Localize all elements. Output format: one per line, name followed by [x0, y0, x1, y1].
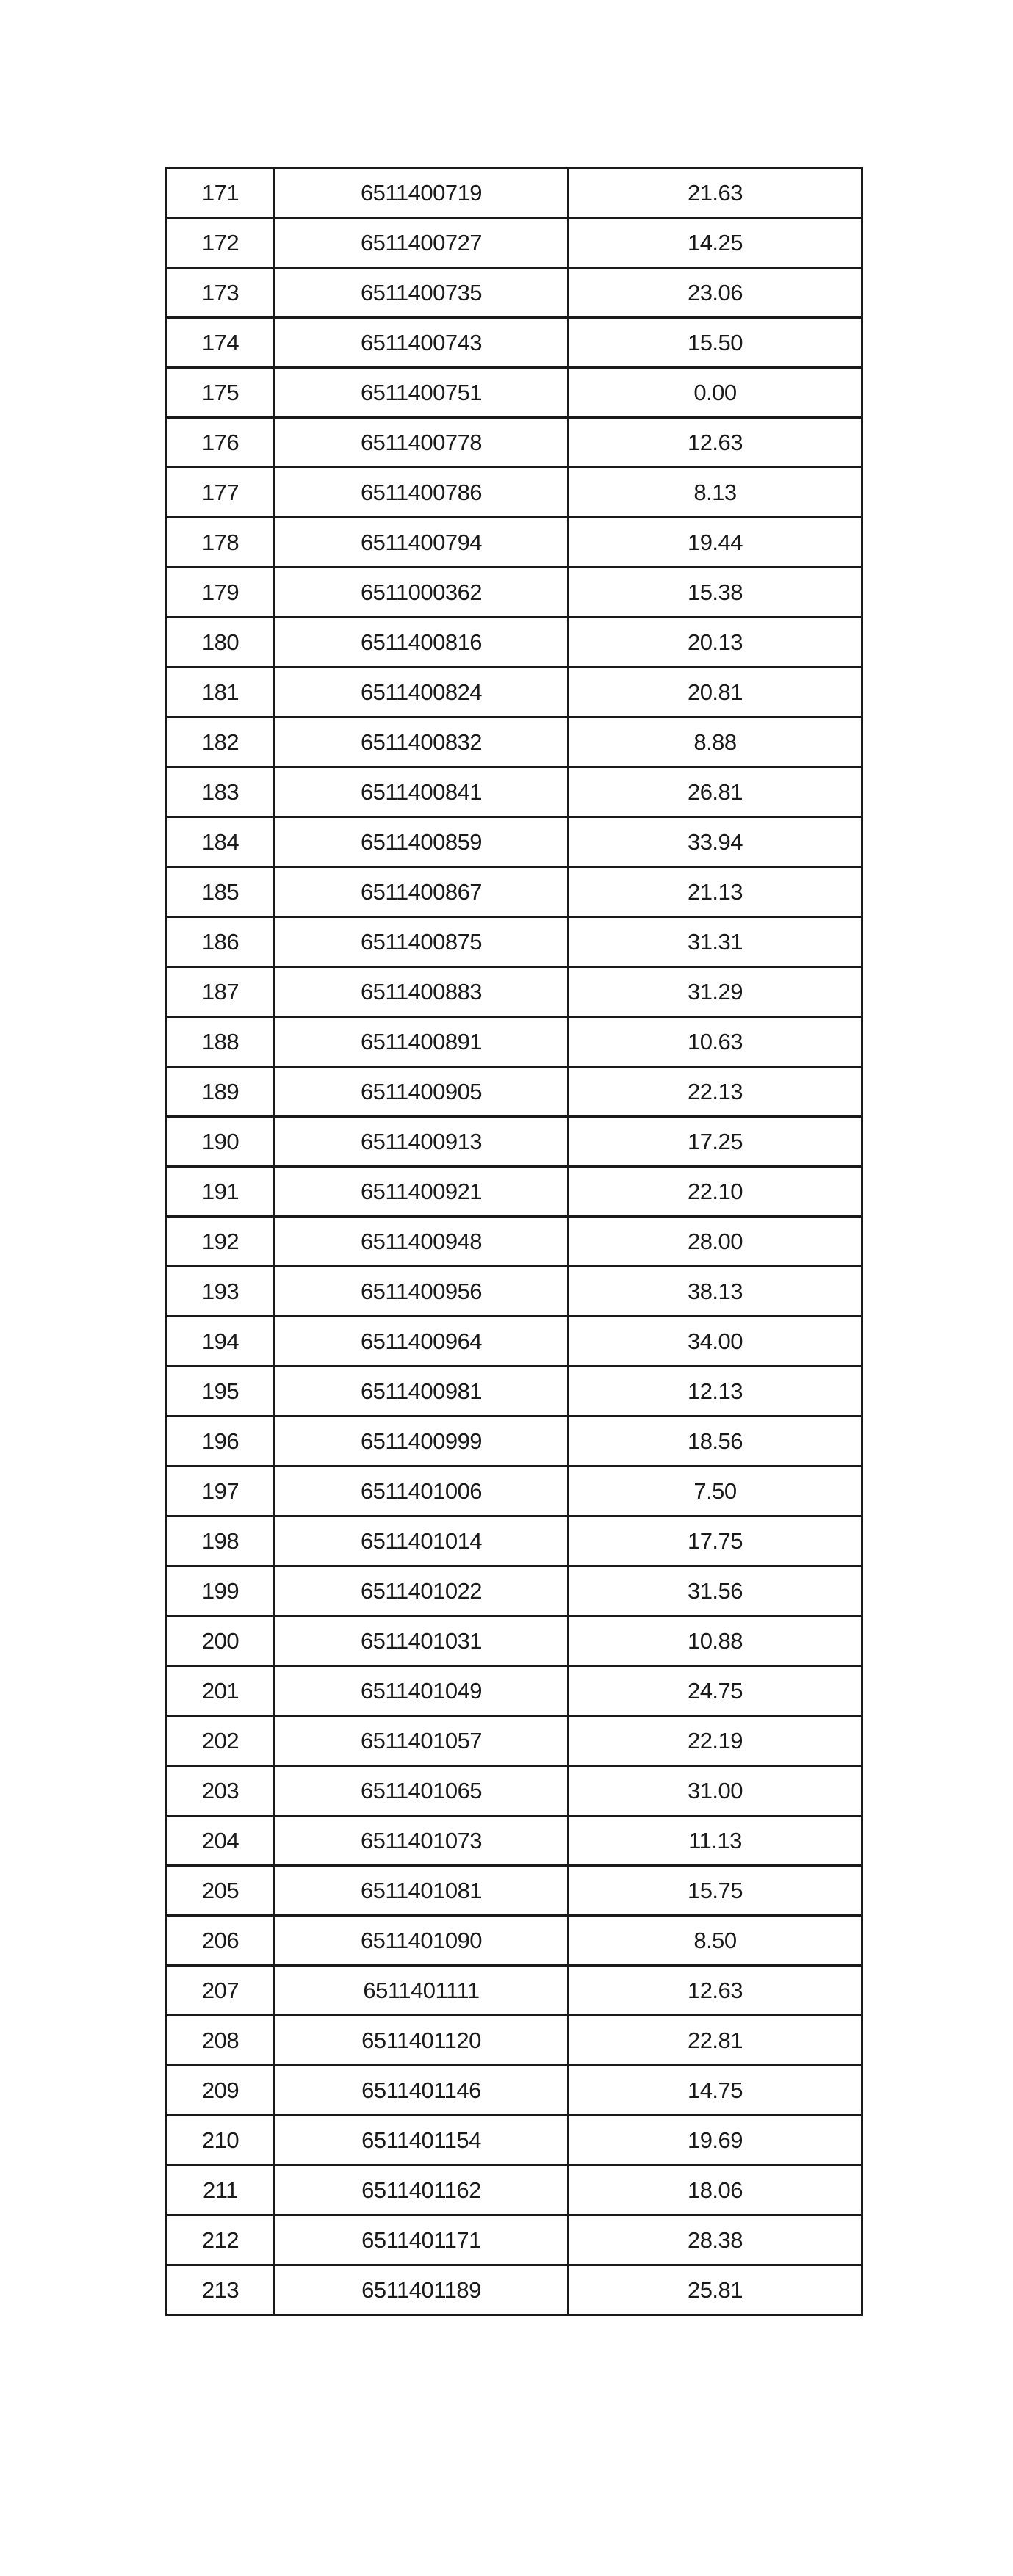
- student-id-cell: 6511400921: [275, 1167, 569, 1217]
- row-number-cell: 196: [167, 1417, 275, 1466]
- student-id-cell: 6511400786: [275, 468, 569, 518]
- student-id-cell: 6511400743: [275, 318, 569, 368]
- table-row: [167, 1317, 862, 1367]
- student-id-cell: 6511400735: [275, 268, 569, 318]
- row-number-cell: 200: [167, 1616, 275, 1666]
- row-number-cell: 203: [167, 1766, 275, 1816]
- row-number-cell: 201: [167, 1666, 275, 1716]
- table-row: [167, 1367, 862, 1417]
- score-cell: 31.00: [569, 1766, 862, 1816]
- table-row: [167, 2166, 862, 2215]
- score-table: [165, 167, 863, 2316]
- table-row: [167, 468, 862, 518]
- score-cell: 17.25: [569, 1117, 862, 1167]
- table-row: [167, 1966, 862, 2016]
- table-row: [167, 168, 862, 218]
- table-row: [167, 1017, 862, 1067]
- student-id-cell: 6511401111: [275, 1966, 569, 2016]
- score-cell: 11.13: [569, 1816, 862, 1866]
- student-id-cell: 6511400816: [275, 618, 569, 667]
- score-cell: 34.00: [569, 1317, 862, 1367]
- row-number-cell: 184: [167, 817, 275, 867]
- row-number-cell: 189: [167, 1067, 275, 1117]
- score-cell: 15.75: [569, 1866, 862, 1916]
- row-number-cell: 187: [167, 967, 275, 1017]
- row-number-cell: 193: [167, 1267, 275, 1317]
- table-row: [167, 1217, 862, 1267]
- score-cell: 33.94: [569, 817, 862, 867]
- table-row: [167, 1117, 862, 1167]
- score-cell: 14.75: [569, 2066, 862, 2116]
- score-cell: 22.13: [569, 1067, 862, 1117]
- row-number-cell: 178: [167, 518, 275, 568]
- student-id-cell: 6511401154: [275, 2116, 569, 2166]
- table-row: [167, 518, 862, 568]
- student-id-cell: 6511401065: [275, 1766, 569, 1816]
- student-id-cell: 6511400841: [275, 767, 569, 817]
- score-cell: 17.75: [569, 1516, 862, 1566]
- student-id-cell: 6511401162: [275, 2166, 569, 2215]
- student-id-cell: 6511401171: [275, 2215, 569, 2265]
- student-id-cell: 6511400867: [275, 867, 569, 917]
- score-cell: 28.00: [569, 1217, 862, 1267]
- row-number-cell: 213: [167, 2265, 275, 2315]
- student-id-cell: 6511400719: [275, 168, 569, 218]
- score-cell: 8.13: [569, 468, 862, 518]
- table-row: [167, 318, 862, 368]
- row-number-cell: 208: [167, 2016, 275, 2066]
- table-row: [167, 2066, 862, 2116]
- row-number-cell: 183: [167, 767, 275, 817]
- row-number-cell: 205: [167, 1866, 275, 1916]
- student-id-cell: 6511401049: [275, 1666, 569, 1716]
- score-cell: 21.63: [569, 168, 862, 218]
- row-number-cell: 210: [167, 2116, 275, 2166]
- row-number-cell: 199: [167, 1566, 275, 1616]
- row-number-cell: 179: [167, 568, 275, 618]
- row-number-cell: 206: [167, 1916, 275, 1966]
- table-row: [167, 817, 862, 867]
- student-id-cell: 6511401014: [275, 1516, 569, 1566]
- student-id-cell: 6511400778: [275, 418, 569, 468]
- row-number-cell: 171: [167, 168, 275, 218]
- row-number-cell: 191: [167, 1167, 275, 1217]
- row-number-cell: 177: [167, 468, 275, 518]
- table-row: [167, 1766, 862, 1816]
- student-id-cell: 6511400913: [275, 1117, 569, 1167]
- score-cell: 7.50: [569, 1466, 862, 1516]
- table-row: [167, 867, 862, 917]
- student-id-cell: 6511401189: [275, 2265, 569, 2315]
- table-row: [167, 2265, 862, 2315]
- row-number-cell: 173: [167, 268, 275, 318]
- student-id-cell: 6511401057: [275, 1716, 569, 1766]
- table-row: [167, 1866, 862, 1916]
- score-cell: 38.13: [569, 1267, 862, 1317]
- table-row: [167, 717, 862, 767]
- table-row: [167, 1516, 862, 1566]
- table-row: [167, 1816, 862, 1866]
- row-number-cell: 190: [167, 1117, 275, 1167]
- table-row: [167, 1616, 862, 1666]
- row-number-cell: 176: [167, 418, 275, 468]
- table-row: [167, 2215, 862, 2265]
- student-id-cell: 6511400999: [275, 1417, 569, 1466]
- row-number-cell: 181: [167, 667, 275, 717]
- row-number-cell: 212: [167, 2215, 275, 2265]
- student-id-cell: 6511401146: [275, 2066, 569, 2116]
- score-cell: 15.50: [569, 318, 862, 368]
- score-cell: 26.81: [569, 767, 862, 817]
- score-cell: 14.25: [569, 218, 862, 268]
- score-cell: 10.88: [569, 1616, 862, 1666]
- student-id-cell: 6511401073: [275, 1816, 569, 1866]
- score-cell: 24.75: [569, 1666, 862, 1716]
- score-cell: 18.06: [569, 2166, 862, 2215]
- score-cell: 22.19: [569, 1716, 862, 1766]
- row-number-cell: 197: [167, 1466, 275, 1516]
- score-cell: 18.56: [569, 1417, 862, 1466]
- student-id-cell: 6511400727: [275, 218, 569, 268]
- table-row: [167, 1267, 862, 1317]
- student-id-cell: 6511400875: [275, 917, 569, 967]
- student-id-cell: 6511401090: [275, 1916, 569, 1966]
- table-row: [167, 418, 862, 468]
- table-row: [167, 967, 862, 1017]
- score-cell: 31.56: [569, 1566, 862, 1616]
- row-number-cell: 207: [167, 1966, 275, 2016]
- student-id-cell: 6511400832: [275, 717, 569, 767]
- student-id-cell: 6511400883: [275, 967, 569, 1017]
- table-row: [167, 767, 862, 817]
- row-number-cell: 204: [167, 1816, 275, 1866]
- table-row: [167, 568, 862, 618]
- score-cell: 12.63: [569, 1966, 862, 2016]
- student-id-cell: 6511400891: [275, 1017, 569, 1067]
- score-cell: 28.38: [569, 2215, 862, 2265]
- score-cell: 19.69: [569, 2116, 862, 2166]
- table-row: [167, 1466, 862, 1516]
- row-number-cell: 198: [167, 1516, 275, 1566]
- student-id-cell: 6511400956: [275, 1267, 569, 1317]
- table-row: [167, 1716, 862, 1766]
- student-id-cell: 6511000362: [275, 568, 569, 618]
- student-id-cell: 6511400964: [275, 1317, 569, 1367]
- student-id-cell: 6511400794: [275, 518, 569, 568]
- score-cell: 12.13: [569, 1367, 862, 1417]
- table-row: [167, 1417, 862, 1466]
- table-row: [167, 1566, 862, 1616]
- row-number-cell: 195: [167, 1367, 275, 1417]
- score-cell: 20.81: [569, 667, 862, 717]
- score-cell: 10.63: [569, 1017, 862, 1067]
- row-number-cell: 188: [167, 1017, 275, 1067]
- row-number-cell: 202: [167, 1716, 275, 1766]
- student-id-cell: 6511400981: [275, 1367, 569, 1417]
- score-cell: 12.63: [569, 418, 862, 468]
- score-cell: 23.06: [569, 268, 862, 318]
- score-cell: 20.13: [569, 618, 862, 667]
- row-number-cell: 192: [167, 1217, 275, 1267]
- row-number-cell: 194: [167, 1317, 275, 1367]
- student-id-cell: 6511400751: [275, 368, 569, 418]
- table-row: [167, 368, 862, 418]
- student-id-cell: 6511400824: [275, 667, 569, 717]
- table-body: [167, 168, 862, 2315]
- student-id-cell: 6511400905: [275, 1067, 569, 1117]
- student-id-cell: 6511401022: [275, 1566, 569, 1616]
- table-row: [167, 2116, 862, 2166]
- table-row: [167, 2016, 862, 2066]
- row-number-cell: 172: [167, 218, 275, 268]
- row-number-cell: 182: [167, 717, 275, 767]
- student-id-cell: 6511401081: [275, 1866, 569, 1916]
- score-cell: 15.38: [569, 568, 862, 618]
- score-cell: 31.31: [569, 917, 862, 967]
- student-id-cell: 6511401031: [275, 1616, 569, 1666]
- student-id-cell: 6511401006: [275, 1466, 569, 1516]
- row-number-cell: 186: [167, 917, 275, 967]
- table-row: [167, 218, 862, 268]
- score-cell: 19.44: [569, 518, 862, 568]
- score-cell: 25.81: [569, 2265, 862, 2315]
- score-cell: 22.10: [569, 1167, 862, 1217]
- row-number-cell: 209: [167, 2066, 275, 2116]
- table-row: [167, 618, 862, 667]
- table-row: [167, 1167, 862, 1217]
- score-cell: 0.00: [569, 368, 862, 418]
- row-number-cell: 175: [167, 368, 275, 418]
- row-number-cell: 211: [167, 2166, 275, 2215]
- table-row: [167, 667, 862, 717]
- score-cell: 8.88: [569, 717, 862, 767]
- row-number-cell: 174: [167, 318, 275, 368]
- table-row: [167, 917, 862, 967]
- score-cell: 22.81: [569, 2016, 862, 2066]
- table-row: [167, 1067, 862, 1117]
- score-cell: 31.29: [569, 967, 862, 1017]
- table-row: [167, 1666, 862, 1716]
- score-cell: 8.50: [569, 1916, 862, 1966]
- score-cell: 21.13: [569, 867, 862, 917]
- student-id-cell: 6511400948: [275, 1217, 569, 1267]
- row-number-cell: 185: [167, 867, 275, 917]
- student-id-cell: 6511401120: [275, 2016, 569, 2066]
- table-row: [167, 268, 862, 318]
- row-number-cell: 180: [167, 618, 275, 667]
- student-id-cell: 6511400859: [275, 817, 569, 867]
- table-row: [167, 1916, 862, 1966]
